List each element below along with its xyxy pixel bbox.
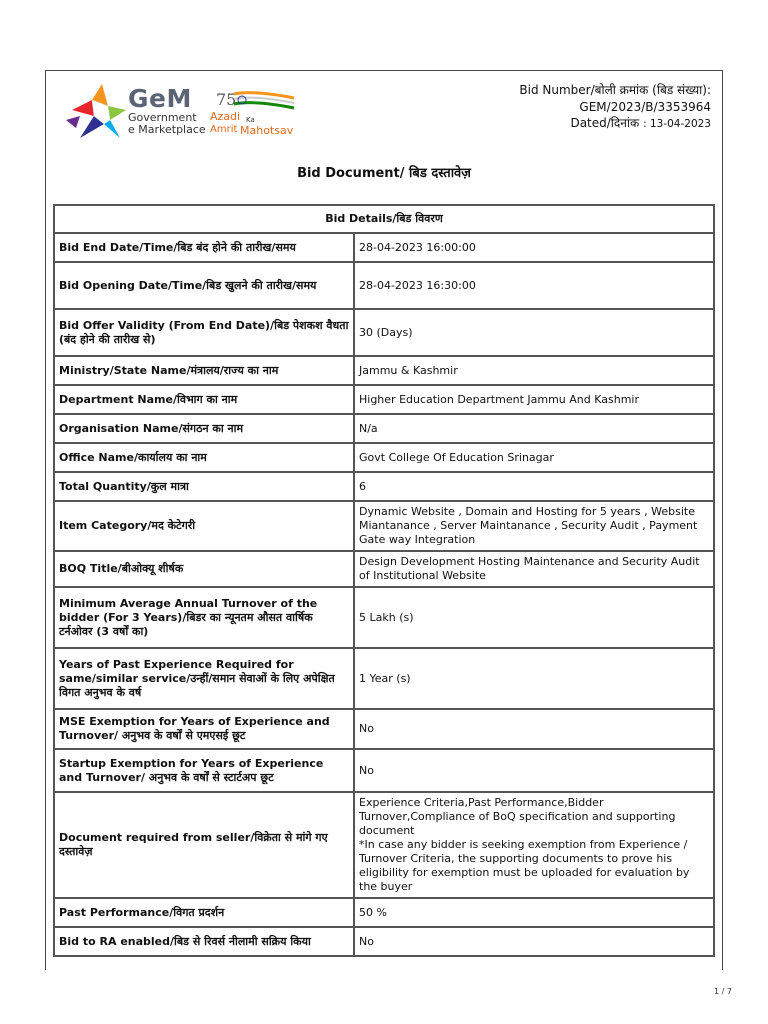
row-label: Organisation Name/संगठन का नाम — [54, 414, 354, 443]
table-row — [54, 501, 714, 551]
azadi-line1: Azadi — [210, 110, 241, 123]
row-label: Past Performance/विगत प्रदर्शन — [54, 898, 354, 927]
azadi-logo-icon — [208, 90, 303, 138]
row-label: Office Name/कार्यालय का नाम — [54, 443, 354, 472]
azadi-line3: Mahotsav — [240, 124, 294, 137]
row-label: Total Quantity/कुल मात्रा — [54, 472, 354, 501]
row-value: Govt College Of Education Srinagar — [354, 443, 714, 472]
dated-value: : 13-04-2023 — [643, 118, 711, 130]
row-label: Minimum Average Annual Turnover of the bidder (For 3 Years)/बिडर का न्यूनतम औसत वार्षिक टर्नओवर (3 वर्षों का) — [54, 587, 354, 648]
table-row — [54, 709, 714, 749]
table-row — [54, 792, 714, 898]
bid-number-label: Bid Number/बोली क्रमांक (बिड संख्या): — [519, 83, 711, 97]
row-value: 50 % — [354, 898, 714, 927]
table-row — [54, 749, 714, 792]
row-label: Bid End Date/Time/बिड बंद होने की तारीख/समय — [54, 233, 354, 262]
table-heading: Bid Details/बिड विवरण — [54, 205, 714, 233]
gem-logo-line1: Government — [128, 111, 197, 124]
table-row — [54, 927, 714, 956]
row-value: Experience Criteria,Past Performance,Bidder Turnover,Compliance of BoQ specification and supporting document *In case any bidder is seeking exemption from Experience / Turnover Criteria, the supporting documents to prove his eligibility for exemption must be uploaded for evaluation by the buyer — [354, 792, 714, 898]
table-row — [54, 898, 714, 927]
table-row — [54, 385, 714, 414]
table-row — [54, 233, 714, 262]
row-value: Jammu & Kashmir — [354, 356, 714, 385]
azadi-line2: Amrit — [210, 124, 238, 135]
row-value: No — [354, 927, 714, 956]
row-value: Design Development Hosting Maintenance and Security Audit of Institutional Website — [354, 551, 714, 587]
gem-logo-text — [128, 86, 206, 136]
azadi-number: 75 — [216, 90, 237, 109]
row-value: Dynamic Website , Domain and Hosting for 5 years , Website Miantanance , Server Maintanance , Security Audit , Payment Gate way Integration — [354, 501, 714, 551]
row-label: Bid Opening Date/Time/बिड खुलने की तारीख/समय — [54, 262, 354, 309]
row-label: Years of Past Experience Required for same/similar service/उन्हीं/समान सेवाओं के लिए अपेक्षित विगत अनुभव के वर्ष — [54, 648, 354, 709]
row-value: 28-04-2023 16:00:00 — [354, 233, 714, 262]
row-value: 6 — [354, 472, 714, 501]
azadi-ka: Ka — [246, 116, 255, 124]
row-value: No — [354, 709, 714, 749]
table-row — [54, 472, 714, 501]
dated-row — [519, 115, 711, 133]
bid-header — [519, 82, 711, 133]
table-row — [54, 414, 714, 443]
gem-logo-line2: e Marketplace — [128, 123, 206, 136]
row-value: 5 Lakh (s) — [354, 587, 714, 648]
page-number: 1 / 7 — [714, 987, 732, 996]
document-title: Bid Document/ बिड दस्तावेज़ — [297, 166, 471, 181]
bid-number-value: GEM/2023/B/3353964 — [579, 99, 711, 114]
row-label: Bid to RA enabled/बिड से रिवर्स नीलामी सक्रिय किया — [54, 927, 354, 956]
row-label: Bid Offer Validity (From End Date)/बिड पेशकश वैधता (बंद होने की तारीख से) — [54, 309, 354, 356]
row-label: Startup Exemption for Years of Experience and Turnover/ अनुभव के वर्षों से स्टार्टअप छूट — [54, 749, 354, 792]
table-row — [54, 587, 714, 648]
row-label: Ministry/State Name/मंत्रालय/राज्य का नाम — [54, 356, 354, 385]
table-row — [54, 309, 714, 356]
bid-details-table — [53, 204, 715, 957]
row-label: Item Category/मद केटेगरी — [54, 501, 354, 551]
row-value: No — [354, 749, 714, 792]
row-value: 1 Year (s) — [354, 648, 714, 709]
gem-logo-title: GeM — [128, 84, 192, 113]
table-row — [54, 262, 714, 309]
table-row — [54, 443, 714, 472]
table-row — [54, 356, 714, 385]
row-value: N/a — [354, 414, 714, 443]
row-label: Document required from seller/विक्रेता से मांगे गए दस्तावेज़ — [54, 792, 354, 898]
table-row — [54, 551, 714, 587]
row-value: Higher Education Department Jammu And Kashmir — [354, 385, 714, 414]
dated-label: Dated/दिनांक — [570, 116, 640, 130]
row-label: BOQ Title/बीओक्यू शीर्षक — [54, 551, 354, 587]
row-label: MSE Exemption for Years of Experience and Turnover/ अनुभव के वर्षों से एमएसई छूट — [54, 709, 354, 749]
table-row — [54, 648, 714, 709]
row-value: 28-04-2023 16:30:00 — [354, 262, 714, 309]
row-label: Department Name/विभाग का नाम — [54, 385, 354, 414]
row-value: 30 (Days) — [354, 309, 714, 356]
table-heading-row — [54, 205, 714, 233]
